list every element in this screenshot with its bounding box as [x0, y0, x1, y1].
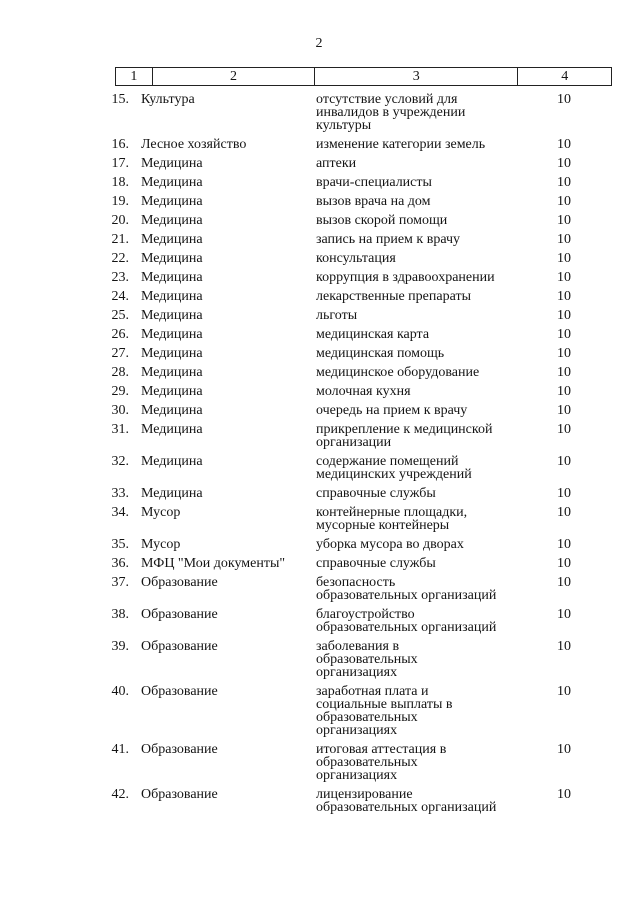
row-number: 23. [111, 270, 129, 285]
row-number: 33. [111, 486, 129, 501]
table-row [0, 743, 638, 782]
row-topic-line: образовательных [316, 652, 418, 667]
header-cell-2: 2 [153, 68, 315, 85]
row-topic [303, 93, 513, 132]
row-topic [303, 176, 513, 189]
row-sector: Медицина [141, 289, 203, 304]
row-number: 20. [111, 213, 129, 228]
page-number: 2 [315, 36, 323, 51]
row-value: 10 [557, 175, 571, 190]
row-topic-line: образовательных [316, 710, 418, 725]
row-sector: Медицина [141, 175, 203, 190]
table-row [0, 455, 638, 481]
row-sector: Медицина [141, 422, 203, 437]
row-topic-line: молочная кухня [316, 384, 411, 399]
row-value: 10 [557, 156, 571, 171]
row-topic [303, 366, 513, 379]
row-sector: Образование [141, 575, 218, 590]
row-number: 30. [111, 403, 129, 418]
row-value: 10 [557, 742, 571, 757]
row-topic-line: вызов скорой помощи [316, 213, 448, 228]
row-sector: Образование [141, 684, 218, 699]
row-sector: Образование [141, 787, 218, 802]
row-topic-line: запись на прием к врачу [316, 232, 461, 247]
row-value: 10 [557, 486, 571, 501]
row-topic-line: итоговая аттестация в [316, 742, 447, 757]
row-topic-line: вызов врача на дом [316, 194, 431, 209]
header-cell-1: 1 [116, 68, 153, 85]
table-row [0, 487, 638, 500]
header-cell-4: 4 [561, 69, 569, 84]
row-number: 15. [111, 92, 129, 107]
row-topic [303, 538, 513, 551]
row-number: 37. [111, 575, 129, 590]
row-number: 38. [111, 607, 129, 622]
table-row [0, 576, 638, 602]
row-topic [303, 271, 513, 284]
row-sector: Медицина [141, 454, 203, 469]
row-topic-line: справочные службы [316, 556, 436, 571]
row-sector: Образование [141, 742, 218, 757]
row-number: 22. [111, 251, 129, 266]
row-value: 10 [557, 403, 571, 418]
table-row [0, 309, 638, 322]
row-number: 21. [111, 232, 129, 247]
row-topic-line: лекарственные препараты [316, 289, 471, 304]
row-topic [303, 506, 513, 532]
row-topic-line: медицинских учреждений [316, 467, 472, 482]
row-topic-line: отсутствие условий для [316, 92, 458, 107]
row-sector: Медицина [141, 384, 203, 399]
row-topic-line: инвалидов в учреждении [316, 105, 466, 120]
row-topic [303, 608, 513, 634]
row-topic [303, 252, 513, 265]
row-sector: Медицина [141, 270, 203, 285]
row-sector: Медицина [141, 156, 203, 171]
table-row [0, 290, 638, 303]
row-sector: Образование [141, 639, 218, 654]
row-topic [303, 233, 513, 246]
table-row [0, 347, 638, 360]
row-topic [303, 157, 513, 170]
row-topic-line: аптеки [316, 156, 357, 171]
table-row [0, 366, 638, 379]
table-row [0, 93, 638, 132]
row-topic [303, 347, 513, 360]
row-topic-line: мусорные контейнеры [316, 518, 450, 533]
row-topic-line: коррупция в здравоохранении [316, 270, 495, 285]
row-sector: Медицина [141, 486, 203, 501]
table-header [115, 67, 612, 86]
row-number: 17. [111, 156, 129, 171]
table-row [0, 233, 638, 246]
row-topic-line: содержание помещений [316, 454, 459, 469]
row-topic-line: лицензирование [316, 787, 413, 802]
row-topic [303, 309, 513, 322]
row-value: 10 [557, 270, 571, 285]
row-topic-line: благоустройство [316, 607, 415, 622]
row-value: 10 [557, 194, 571, 209]
row-topic-line: организациях [316, 665, 398, 680]
row-sector: МФЦ "Мои документы" [141, 556, 286, 571]
row-topic-line: консультация [316, 251, 396, 266]
row-sector: Медицина [141, 213, 203, 228]
row-sector: Мусор [141, 505, 181, 520]
row-topic-line: образовательных организаций [316, 800, 497, 815]
table-row [0, 640, 638, 679]
row-topic-line: организациях [316, 723, 398, 738]
row-value: 10 [557, 422, 571, 437]
table-row [0, 157, 638, 170]
table-row [0, 328, 638, 341]
row-number: 31. [111, 422, 129, 437]
row-topic-line: медицинская карта [316, 327, 430, 342]
row-topic-line: образовательных организаций [316, 588, 497, 603]
row-topic [303, 195, 513, 208]
row-topic [303, 557, 513, 570]
row-topic-line: организации [316, 435, 392, 450]
row-number: 27. [111, 346, 129, 361]
row-topic-line: справочные службы [316, 486, 436, 501]
row-topic-line: организациях [316, 768, 398, 783]
table-row [0, 685, 638, 737]
row-number: 39. [111, 639, 129, 654]
row-topic [303, 423, 513, 449]
row-value: 10 [557, 505, 571, 520]
row-number: 40. [111, 684, 129, 699]
table-row [0, 252, 638, 265]
row-number: 41. [111, 742, 129, 757]
table-row [0, 608, 638, 634]
row-topic [303, 685, 513, 737]
row-number: 34. [111, 505, 129, 520]
table-row [0, 557, 638, 570]
table-body [0, 93, 638, 820]
table-row [0, 788, 638, 814]
row-sector: Лесное хозяйство [141, 137, 247, 152]
row-value: 10 [557, 346, 571, 361]
row-topic-line: изменение категории земель [316, 137, 486, 152]
table-row [0, 385, 638, 398]
row-number: 24. [111, 289, 129, 304]
row-topic [303, 404, 513, 417]
row-sector: Культура [141, 92, 195, 107]
row-value: 10 [557, 639, 571, 654]
row-topic-line: медицинское оборудование [316, 365, 480, 380]
row-number: 36. [111, 556, 129, 571]
row-topic [303, 385, 513, 398]
table-row [0, 404, 638, 417]
row-number: 28. [111, 365, 129, 380]
row-value: 10 [557, 92, 571, 107]
row-value: 10 [557, 384, 571, 399]
row-value: 10 [557, 213, 571, 228]
table-row [0, 538, 638, 551]
row-topic [303, 576, 513, 602]
row-number: 35. [111, 537, 129, 552]
row-value: 10 [557, 575, 571, 590]
row-topic [303, 290, 513, 303]
row-value: 10 [557, 232, 571, 247]
header-cell-3: 3 [315, 68, 518, 85]
row-value: 10 [557, 308, 571, 323]
row-topic [303, 788, 513, 814]
row-topic-line: контейнерные площадки, [316, 505, 468, 520]
row-topic-line: уборка мусора во дворах [316, 537, 464, 552]
row-topic-line: образовательных [316, 755, 418, 770]
row-topic-line: медицинская помощь [316, 346, 445, 361]
row-number: 29. [111, 384, 129, 399]
row-topic-line: врачи-специалисты [316, 175, 432, 190]
row-sector: Медицина [141, 327, 203, 342]
row-topic-line: прикрепление к медицинской [316, 422, 493, 437]
row-sector: Медицина [141, 251, 203, 266]
row-topic [303, 640, 513, 679]
row-number: 32. [111, 454, 129, 469]
row-topic-line: заработная плата и [316, 684, 429, 699]
row-topic [303, 455, 513, 481]
row-topic [303, 743, 513, 782]
row-value: 10 [557, 137, 571, 152]
row-topic-line: льготы [316, 308, 358, 323]
row-topic-line: безопасность [316, 575, 396, 590]
row-number: 16. [111, 137, 129, 152]
row-value: 10 [557, 327, 571, 342]
row-value: 10 [557, 787, 571, 802]
row-sector: Медицина [141, 232, 203, 247]
table-row [0, 506, 638, 532]
row-topic [303, 138, 513, 151]
row-value: 10 [557, 365, 571, 380]
row-value: 10 [557, 556, 571, 571]
row-topic-line: очередь на прием к врачу [316, 403, 468, 418]
table-row [0, 138, 638, 151]
row-number: 18. [111, 175, 129, 190]
row-number: 19. [111, 194, 129, 209]
row-topic-line: заболевания в [316, 639, 400, 654]
row-value: 10 [557, 289, 571, 304]
row-value: 10 [557, 251, 571, 266]
table-row [0, 423, 638, 449]
table-row [0, 271, 638, 284]
row-topic [303, 214, 513, 227]
row-sector: Медицина [141, 194, 203, 209]
row-topic-line: культуры [316, 118, 372, 133]
row-topic [303, 328, 513, 341]
table-row [0, 176, 638, 189]
row-value: 10 [557, 684, 571, 699]
row-sector: Образование [141, 607, 218, 622]
table-row [0, 195, 638, 208]
table-row [0, 214, 638, 227]
row-topic-line: социальные выплаты в [316, 697, 453, 712]
row-number: 25. [111, 308, 129, 323]
row-topic [303, 487, 513, 500]
row-number: 26. [111, 327, 129, 342]
row-value: 10 [557, 454, 571, 469]
row-sector: Медицина [141, 308, 203, 323]
row-number: 42. [111, 787, 129, 802]
row-value: 10 [557, 537, 571, 552]
row-sector: Медицина [141, 365, 203, 380]
row-value: 10 [557, 607, 571, 622]
row-sector: Медицина [141, 346, 203, 361]
row-sector: Медицина [141, 403, 203, 418]
row-sector: Мусор [141, 537, 181, 552]
row-topic-line: образовательных организаций [316, 620, 497, 635]
